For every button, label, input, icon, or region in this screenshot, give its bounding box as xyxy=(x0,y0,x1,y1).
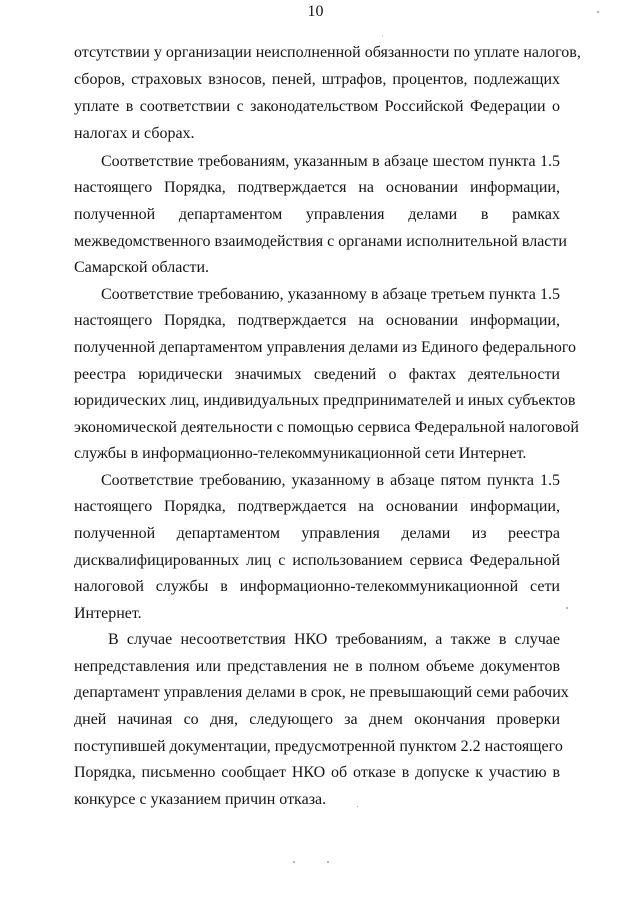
paragraph-5-line-4: дней начиная со дня, следующего за днем окончания проверки xyxy=(74,711,560,728)
scan-speck xyxy=(597,11,599,13)
paragraph-4-line-2: настоящего Порядка, подтверждается на основании информации, xyxy=(74,498,560,515)
scan-speck xyxy=(566,607,568,609)
paragraph-4-line-3: полученной департаментом управления делами из реестра xyxy=(74,525,560,542)
paragraph-3-line-2: настоящего Порядка, подтверждается на основании информации, xyxy=(74,312,560,329)
paragraph-3-line-5: юридических лиц, индивидуальных предпринимателей и иных субъектов xyxy=(74,392,576,409)
paragraph-3-line-6: экономической деятельности с помощью сервиса Федеральной налоговой xyxy=(74,419,579,436)
paragraph-1-line-4: налогах и сборах. xyxy=(74,125,195,142)
paragraph-5-line-2: непредставления или представления не в полном объеме документов xyxy=(74,658,560,675)
paragraph-2-line-2: настоящего Порядка, подтверждается на основании информации, xyxy=(74,179,560,196)
paragraph-2-line-4: межведомственного взаимодействия с органами исполнительной власти xyxy=(74,233,567,250)
paragraph-1-line-2: сборов, страховых взносов, пеней, штрафов, процентов, подлежащих xyxy=(74,71,560,88)
page-number: 10 xyxy=(307,3,324,20)
scan-speck xyxy=(327,861,329,863)
paragraph-3-line-4: реестра юридически значимых сведений о фактах деятельности xyxy=(74,366,560,383)
paragraph-2-line-3: полученной департаментом управления делами в рамках xyxy=(74,206,560,223)
paragraph-4-line-4: дисквалифицированных лиц с использованием сервиса Федеральной xyxy=(74,552,560,569)
paragraph-3-line-1: Соответствие требованию, указанному в абзаце третьем пункта 1.5 xyxy=(101,286,560,303)
paragraph-4-line-6: Интернет. xyxy=(74,605,142,622)
paragraph-1-line-3: уплате в соответствии с законодательством Российской Федерации о xyxy=(74,98,560,115)
paragraph-5-line-1: В случае несоответствия НКО требованиям, а также в случае xyxy=(108,631,560,648)
paragraph-4-line-5: налоговой службы в информационно-телекоммуникационной сети xyxy=(74,578,560,595)
scan-speck xyxy=(293,861,295,863)
paragraph-3-line-3: полученной департаментом управления делами из Единого федерального xyxy=(74,339,576,356)
paragraph-3-line-7: службы в информационно-телекоммуникационной сети Интернет. xyxy=(74,445,527,462)
paragraph-5-line-3: департамент управления делами в срок, не превышающий семи рабочих xyxy=(74,684,569,701)
scan-speck xyxy=(357,806,358,807)
paragraph-2-line-5: Самарской области. xyxy=(74,259,209,276)
paragraph-5-line-7: конкурсе с указанием причин отказа. xyxy=(74,791,327,808)
paragraph-1-line-1: отсутствии у организации неисполненной обязанности по уплате налогов, xyxy=(74,44,581,61)
paragraph-2-line-1: Соответствие требованиям, указанным в абзаце шестом пункта 1.5 xyxy=(101,153,560,170)
paragraph-5-line-5: поступившей документации, предусмотренной пунктом 2.2 настоящего xyxy=(74,738,563,755)
paragraph-5-line-6: Порядка, письменно сообщает НКО об отказе в допуске к участию в xyxy=(74,764,560,781)
paragraph-4-line-1: Соответствие требованию, указанному в абзаце пятом пункта 1.5 xyxy=(101,472,560,489)
scan-speck xyxy=(382,35,383,36)
